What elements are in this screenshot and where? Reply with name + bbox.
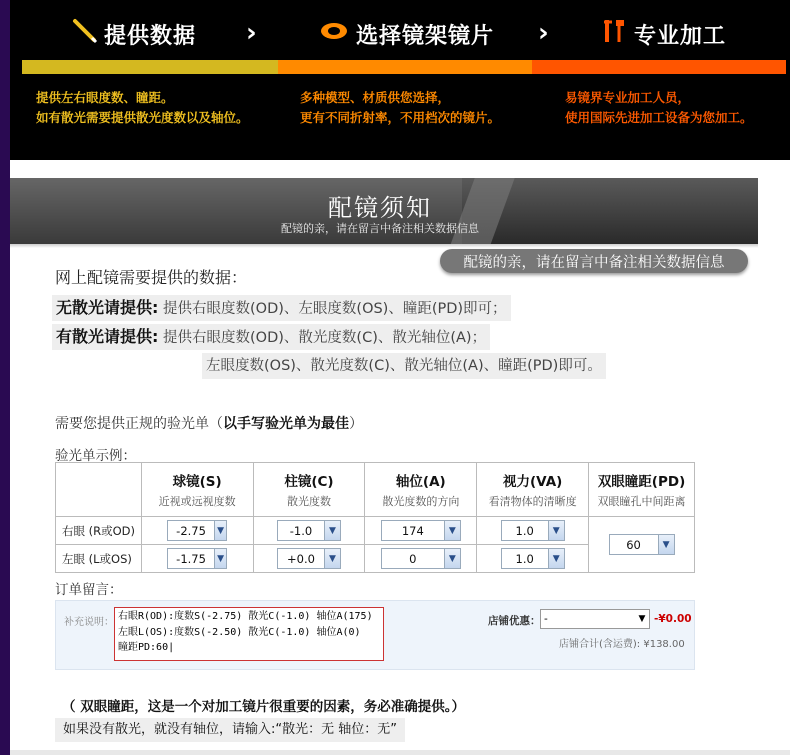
desc-line: 易镜界专业加工人员， bbox=[565, 90, 691, 105]
order-message-label: 订单留言： bbox=[55, 582, 123, 598]
discount-label: 店铺优惠： bbox=[488, 615, 541, 627]
astigmatism-label: 有散光请提供: bbox=[56, 327, 159, 346]
va-select-right[interactable] bbox=[501, 520, 565, 541]
chevron-right-icon: › bbox=[246, 18, 257, 48]
header-main: 球镜(S) bbox=[172, 474, 222, 490]
sample-label: 验光单示例： bbox=[55, 448, 136, 464]
select-value: -2.75 bbox=[176, 523, 206, 538]
axis-select-right[interactable] bbox=[381, 520, 461, 541]
chevron-down-icon: ▼ bbox=[214, 549, 226, 568]
sphere-select-right[interactable] bbox=[167, 520, 227, 541]
eye-icon bbox=[318, 19, 350, 49]
requirement-suffix: ） bbox=[349, 416, 363, 432]
astigmatism-row-2 bbox=[202, 353, 606, 379]
header-main: 视力(VA) bbox=[503, 474, 563, 490]
no-astigmatism-instruction: 如果没有散光，就没有轴位，请输入:“散光：无 轴位：无” bbox=[55, 718, 405, 742]
cell-sphere bbox=[141, 517, 253, 545]
cell-axis bbox=[365, 517, 477, 545]
select-value: 174 bbox=[401, 523, 424, 538]
notice-title: 配镜须知 bbox=[328, 194, 432, 222]
bar-step-2 bbox=[278, 60, 532, 74]
desc-line: 提供左右眼度数、瞳距。 bbox=[36, 90, 174, 105]
header-main: 双眼瞳距(PD) bbox=[597, 474, 686, 490]
no-astigmatism-text: 提供右眼度数(OD)、左眼度数(OS)、瞳距(PD)即可； bbox=[163, 301, 507, 317]
axis-select-left[interactable] bbox=[381, 548, 461, 569]
bar-step-1 bbox=[22, 60, 278, 74]
process-steps bbox=[10, 10, 780, 58]
cell-va bbox=[477, 517, 589, 545]
chevron-down-icon: ▼ bbox=[324, 521, 340, 540]
header-va bbox=[477, 463, 589, 517]
cylinder-select-left[interactable] bbox=[277, 548, 341, 569]
no-astigmatism-row bbox=[52, 295, 511, 321]
header-main: 轴位(A) bbox=[395, 474, 446, 490]
select-value: -1.75 bbox=[176, 551, 206, 566]
dropdown-arrow-icon: ▼ bbox=[638, 614, 646, 624]
table-row bbox=[56, 517, 695, 545]
step-processing bbox=[602, 10, 726, 58]
select-value: - bbox=[544, 613, 548, 625]
header-sub: 双眼瞳孔中间距离 bbox=[597, 495, 686, 508]
row-label-right-eye: 右眼 (R或OD) bbox=[56, 517, 142, 545]
select-value: 0 bbox=[409, 551, 417, 566]
step-label: 选择镜架镜片 bbox=[356, 23, 495, 49]
select-value: 1.0 bbox=[515, 551, 534, 566]
sphere-select-left[interactable] bbox=[167, 548, 227, 569]
astigmatism-row bbox=[52, 324, 490, 350]
header-sub: 散光度数的方向 bbox=[382, 495, 460, 508]
pd-select[interactable] bbox=[609, 534, 675, 555]
desc-line: 多种模型、材质供您选择， bbox=[300, 90, 451, 105]
header-pd bbox=[589, 463, 695, 517]
cell-sphere bbox=[141, 545, 253, 573]
discount-select[interactable] bbox=[540, 609, 650, 629]
va-select-left[interactable] bbox=[501, 548, 565, 569]
select-value: 60 bbox=[626, 537, 641, 552]
step-provide-data bbox=[72, 10, 196, 58]
header-sub: 近视或远视度数 bbox=[158, 495, 236, 508]
select-value: 1.0 bbox=[515, 523, 534, 538]
chevron-right-icon: › bbox=[538, 18, 549, 48]
notice-header bbox=[10, 178, 758, 244]
notice-subtitle: 配镜的亲，请在留言中备注相关数据信息 bbox=[281, 222, 479, 235]
desc-provide-data bbox=[36, 88, 249, 128]
cell-axis bbox=[365, 545, 477, 573]
desc-line: 更有不同折射率，不用档次的镜片。 bbox=[300, 110, 501, 125]
desc-line: 如有散光需要提供散光度数以及轴位。 bbox=[36, 110, 249, 125]
header-cylinder bbox=[253, 463, 365, 517]
requirement-prefix: 需要您提供正规的验光单（ bbox=[55, 416, 223, 432]
order-message-panel bbox=[55, 600, 695, 670]
chevron-down-icon: ▼ bbox=[548, 521, 564, 540]
prescription-table bbox=[55, 462, 695, 573]
notice-shadow bbox=[10, 244, 758, 248]
no-astigmatism-label: 无散光请提供: bbox=[56, 298, 159, 317]
chevron-down-icon: ▼ bbox=[214, 521, 226, 540]
cell-pd bbox=[589, 517, 695, 573]
chevron-down-icon: ▼ bbox=[658, 535, 674, 554]
table-header-row bbox=[56, 463, 695, 517]
header-main: 柱镜(C) bbox=[284, 474, 334, 490]
astigmatism-text-2: 左眼度数(OS)、散光度数(C)、散光轴位(A)、瞳距(PD)即可。 bbox=[206, 358, 602, 374]
requirement-bold: 以手写验光单为最佳 bbox=[223, 416, 349, 432]
supplement-label: 补充说明： bbox=[64, 617, 114, 628]
select-value: +0.0 bbox=[287, 551, 315, 566]
cell-cylinder bbox=[253, 517, 365, 545]
bottom-border bbox=[10, 750, 790, 755]
chevron-down-icon: ▼ bbox=[548, 549, 564, 568]
shop-total: 店铺合计(含运费): ¥138.00 bbox=[559, 639, 685, 650]
reminder-pill: 配镜的亲，请在留言中备注相关数据信息 bbox=[440, 249, 748, 273]
cylinder-select-right[interactable] bbox=[277, 520, 341, 541]
select-value: -1.0 bbox=[289, 523, 313, 538]
step-choose-frames bbox=[318, 10, 494, 58]
bar-step-3 bbox=[532, 60, 786, 74]
tools-icon bbox=[602, 18, 628, 50]
header-sphere bbox=[141, 463, 253, 517]
header-sub: 散光度数 bbox=[286, 495, 331, 508]
header-empty bbox=[56, 463, 142, 517]
chevron-down-icon: ▼ bbox=[444, 549, 460, 568]
step-label: 专业加工 bbox=[634, 23, 727, 49]
progress-bars bbox=[22, 60, 786, 74]
cell-va bbox=[477, 545, 589, 573]
discount-amount: -¥0.00 bbox=[654, 613, 692, 625]
astigmatism-text: 提供右眼度数(OD)、散光度数(C)、散光轴位(A)； bbox=[163, 330, 487, 346]
header-sub: 看清物体的清晰度 bbox=[488, 495, 577, 508]
row-label-left-eye: 左眼 (L或OS) bbox=[56, 545, 142, 573]
desc-choose-frames bbox=[300, 88, 500, 128]
order-message-textarea[interactable]: 右眼R(OD):度数S(-2.75) 散光C(-1.0) 轴位A(175) 左眼L(OS):度数S(-2.50) 散光C(-1.0) 轴位A(0) 瞳距PD:60| bbox=[114, 607, 384, 661]
data-heading: 网上配镜需要提供的数据： bbox=[55, 268, 248, 287]
pd-importance-note: （ 双眼瞳距，这是一个对加工镜片很重要的因素，务必准确提供。） bbox=[62, 699, 465, 715]
header-axis bbox=[365, 463, 477, 517]
desc-processing bbox=[565, 88, 753, 128]
requirement-line bbox=[55, 413, 363, 433]
chevron-down-icon: ▼ bbox=[444, 521, 460, 540]
step-label: 提供数据 bbox=[104, 23, 197, 49]
pencil-icon bbox=[72, 18, 98, 50]
cell-cylinder bbox=[253, 545, 365, 573]
chevron-down-icon: ▼ bbox=[324, 549, 340, 568]
desc-line: 使用国际先进加工设备为您加工。 bbox=[565, 110, 753, 125]
